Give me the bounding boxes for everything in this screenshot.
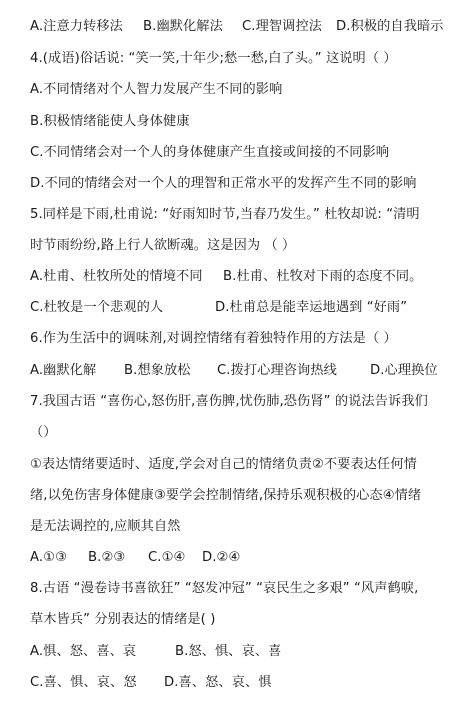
q8-stem-line-2: 草木皆兵” 分别表达的情绪是( ) <box>30 612 216 627</box>
q6-option-a: A.幽默化解 <box>30 363 97 378</box>
q8-option-b: B.怒、惧、哀、喜 <box>175 644 282 659</box>
q6-stem: 6.作为生活中的调味剂,对调控情绪有着独特作用的方法是（ ） <box>30 331 397 346</box>
q8-stem-line-1: 8.古语 “漫卷诗书喜欲狂” “怒发冲冠” “哀民生之多艰” “风声鹤唳, <box>30 581 419 596</box>
q8-option-a: A.惧、怒、喜、哀 <box>30 644 137 659</box>
q7-option-d: D.②④ <box>202 550 241 565</box>
q5-stem-line-1: 5.同样是下雨,杜甫说: “好雨知时节,当春乃发生。” 杜牧却说: “清明 <box>30 207 420 222</box>
q3-option-b: B.幽默化解法 <box>143 19 223 34</box>
q3-option-d: D.积极的自我暗示 <box>336 19 444 34</box>
q5-option-d: D.杜甫总是能幸运地遇到 “好雨” <box>215 300 408 315</box>
q7-stem-line-1: 7.我国古语 “喜伤心,怒伤肝,喜伤脾,忧伤肺,恐伤肾” 的说法告诉我们 <box>30 394 428 409</box>
q7-option-a: A.①③ <box>30 550 68 565</box>
q4-stem: 4.(成语)俗话说: “笑一笑,十年少;愁一愁,白了头。” 这说明（ ） <box>30 51 397 66</box>
q7-statements-line-1: ①表达情绪要适时、适度,学会对自己的情绪负责②不要表达任何情 <box>30 457 417 472</box>
q5-option-b: B.杜甫、杜牧对下雨的态度不同。 <box>223 269 423 284</box>
q6-option-d: D.心理换位 <box>370 363 438 378</box>
q6-option-c: C.拨打心理咨询热线 <box>217 363 337 378</box>
q4-option-d: D.不同的情绪会对一个人的理智和正常水平的发挥产生不同的影响 <box>30 176 417 191</box>
q7-option-b: B.②③ <box>88 550 126 565</box>
q7-option-c: C.①④ <box>148 550 186 565</box>
q7-statements-line-2: 绪,以免伤害身体健康③要学会控制情绪,保持乐观积极的心态④情绪 <box>30 488 422 503</box>
q4-option-c: C.不同情绪会对一个人的身体健康产生直接或间接的不同影响 <box>30 145 390 160</box>
q7-statements-line-3: 是无法调控的,应顺其自然 <box>30 519 181 534</box>
q5-option-c: C.杜牧是一个悲观的人 <box>30 300 164 315</box>
q5-stem-line-2: 时节雨纷纷,路上行人欲断魂。这是因为 （ ） <box>30 238 296 253</box>
q6-option-b: B.想象放松 <box>124 363 191 378</box>
q7-stem-line-2: （） <box>30 425 57 440</box>
q3-option-a: A.注意力转移法 <box>30 19 123 34</box>
q4-option-b: B.积极情绪能使人身体健康 <box>30 114 190 129</box>
q5-option-a: A.杜甫、杜牧所处的情境不同 <box>30 269 203 284</box>
q4-option-a: A.不同情绪对个人智力发展产生不同的影响 <box>30 82 283 97</box>
q8-option-c: C.喜、惧、哀、怒 <box>30 675 137 690</box>
q3-option-c: C.理智调控法 <box>242 19 323 34</box>
q8-option-d: D.喜、怒、哀、惧 <box>164 675 272 690</box>
